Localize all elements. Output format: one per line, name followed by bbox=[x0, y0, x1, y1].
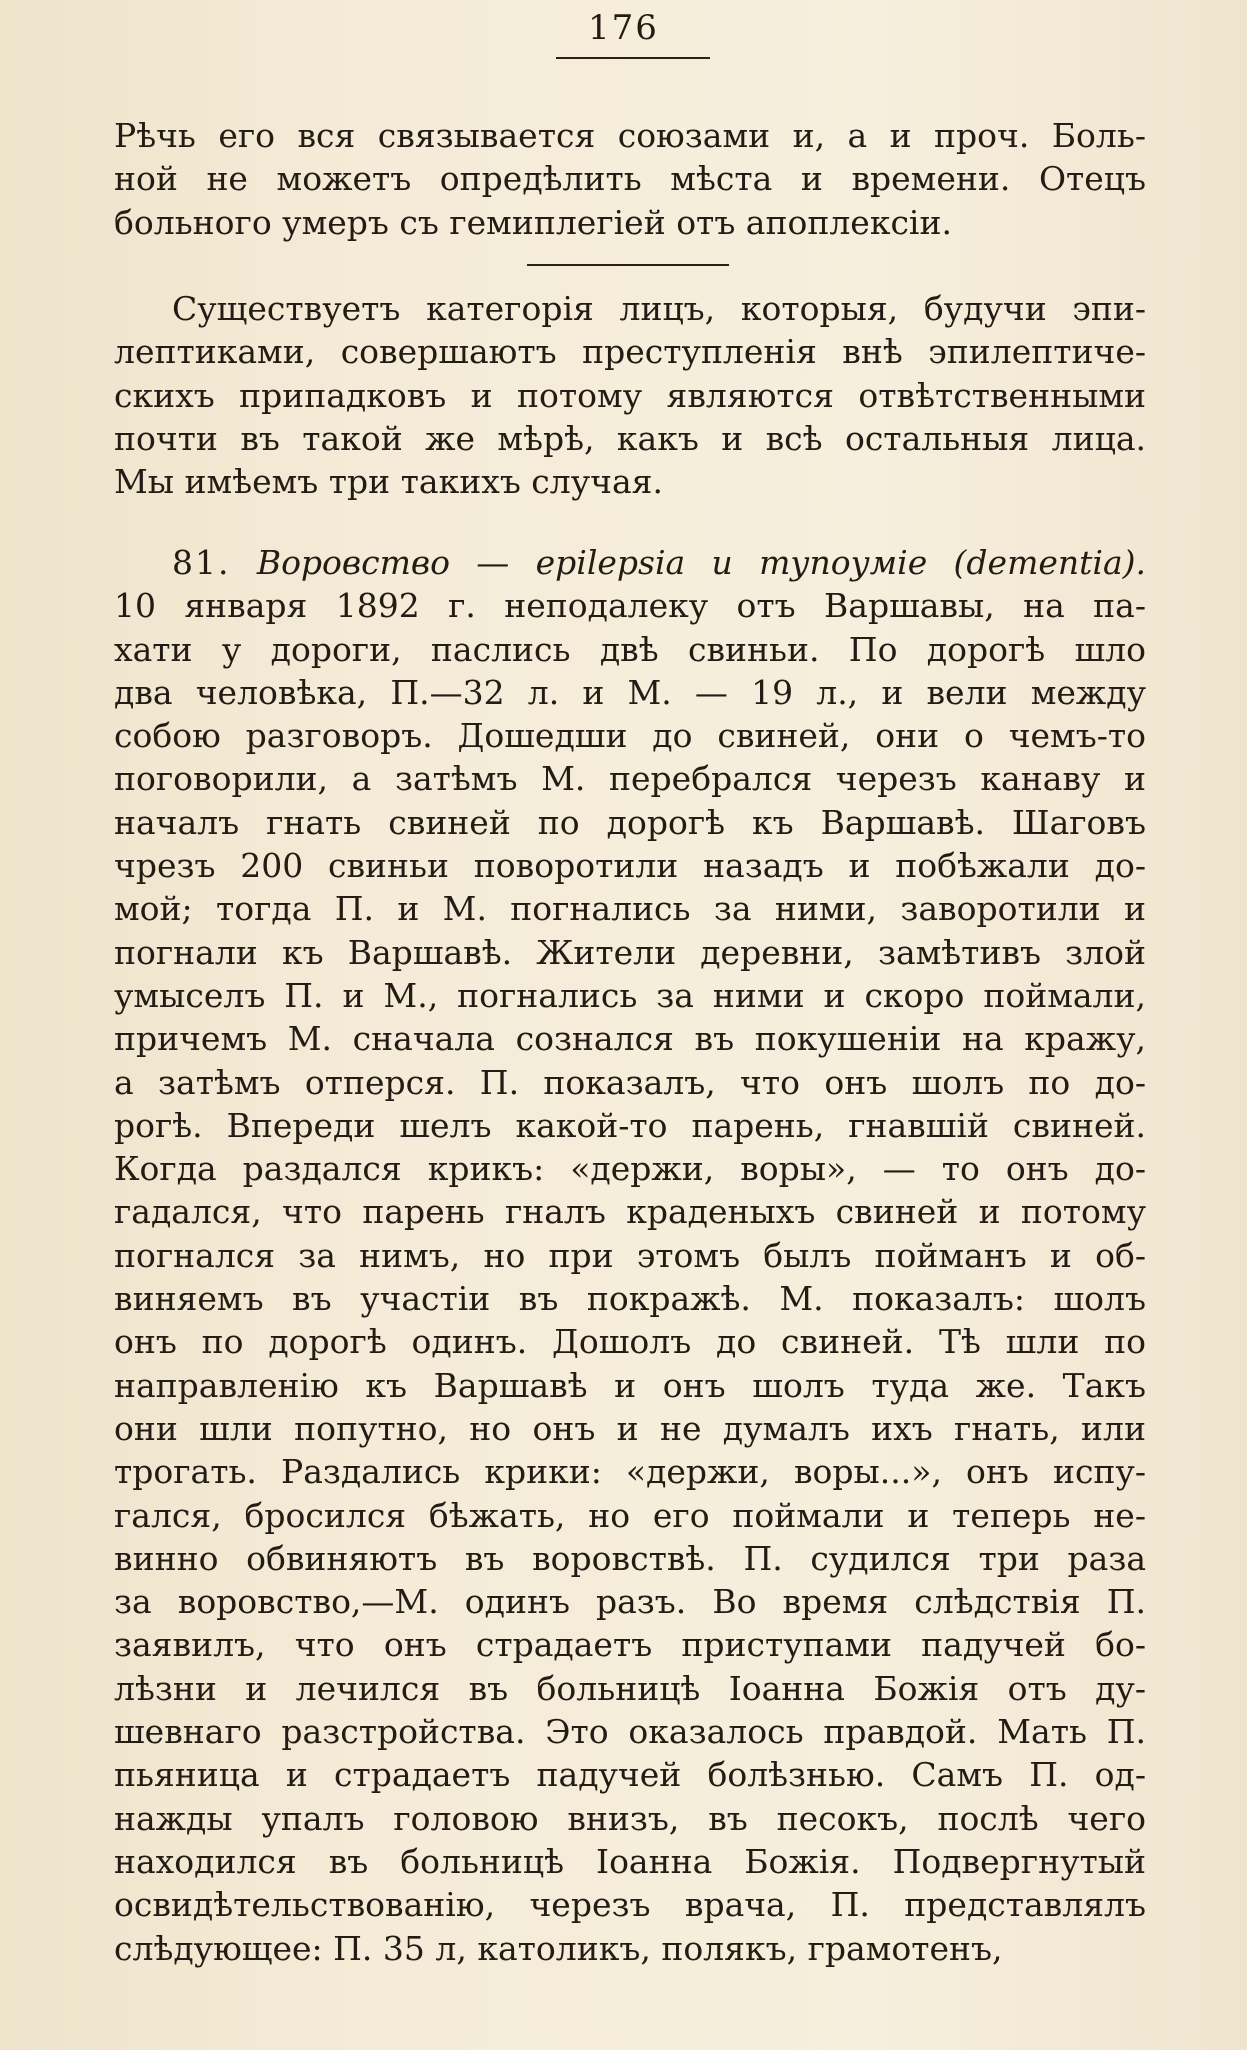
case-title: Воровство — epilepsia и тупоумie (dementia). bbox=[256, 543, 1146, 582]
text-line: они шли попутно, но онъ и не думалъ ихъ гнать, или bbox=[114, 1408, 1146, 1448]
case-81 bbox=[114, 541, 1146, 1970]
section-divider bbox=[527, 264, 729, 266]
text-line: Когда раздался крикъ: «держи, воры», — то онъ до- bbox=[114, 1149, 1146, 1189]
text-line: гадался, что парень гналъ краденыхъ свиней и потому bbox=[114, 1192, 1146, 1232]
text-line: трогать. Раздались крики: «держи, воры...», онъ испу- bbox=[114, 1452, 1146, 1492]
text-line: два человѣка, П.—32 л. и М. — 19 л., и вели между bbox=[114, 672, 1146, 712]
text-line: умыселъ П. и М., погнались за ними и скоро поймали, bbox=[114, 975, 1146, 1015]
text-line: больного умеръ съ гемиплегіей отъ апоплексіи. bbox=[114, 202, 952, 242]
text-line: находился въ больницѣ Iоанна Божiя. Подвергнутый bbox=[114, 1841, 1146, 1881]
text-line: причемъ М. сначала сознался въ покушенiи на кражу, bbox=[114, 1019, 1146, 1059]
text-line: лептиками, совершаютъ преступленія внѣ эпилептиче- bbox=[114, 332, 1146, 372]
text-line: слѣдующее: П. 35 л, католикъ, полякъ, грамотенъ, bbox=[114, 1928, 1003, 1968]
text-line: погнали къ Варшавѣ. Жители деревни, замѣтивъ злой bbox=[114, 932, 1146, 972]
text-line: мой; тогда П. и М. погнались за ними, заворотили и bbox=[114, 889, 1146, 929]
text-line: лѣзни и лечился въ больницѣ Iоанна Божiя отъ ду- bbox=[114, 1668, 1146, 1708]
text-line: за воровство,—М. одинъ разъ. Во время слѣдствiя П. bbox=[114, 1582, 1146, 1622]
text-line: рогѣ. Впереди шелъ какой-то парень, гнавшiй свиней. bbox=[114, 1105, 1146, 1145]
text-line: заявилъ, что онъ страдаетъ приступами падучей бо- bbox=[114, 1625, 1146, 1665]
text-line: шевнаго разстройства. Это оказалось правдой. Мать П. bbox=[114, 1712, 1146, 1752]
text-line: собою разговоръ. Дошедши до свиней, они о чемъ-то bbox=[114, 716, 1146, 756]
text-line: пьяница и страдаетъ падучей болѣзнью. Самъ П. од- bbox=[114, 1755, 1146, 1795]
text-line: скихъ припадковъ и потому являются отвѣтственными bbox=[114, 375, 1146, 415]
text-line: Мы имѣемъ три такихъ случая. bbox=[114, 462, 663, 502]
text-line: освидѣтельствованiю, черезъ врача, П. представлялъ bbox=[114, 1885, 1146, 1925]
text-line: виняемъ въ участiи въ покражѣ. М. показалъ: шолъ bbox=[114, 1279, 1146, 1319]
paragraph-category bbox=[114, 287, 1146, 503]
text-line: винно обвиняютъ въ воровствѣ. П. судился три раза bbox=[114, 1538, 1146, 1578]
case-number: 81. bbox=[172, 543, 231, 582]
page-number: 176 bbox=[588, 8, 659, 48]
text-line: хати у дороги, паслись двѣ свиньи. По дорогѣ шло bbox=[114, 629, 1146, 669]
case-heading bbox=[114, 541, 1146, 584]
case-body bbox=[114, 584, 1146, 1970]
text-line: нажды упалъ головою внизъ, въ песокъ, послѣ чего bbox=[114, 1798, 1146, 1838]
text-line: Рѣчь его вся связывается союзами и, а и проч. Боль- bbox=[114, 116, 1146, 155]
paragraph-continuation bbox=[114, 114, 1146, 244]
text-line: 10 января 1892 г. неподалеку отъ Варшавы, на па- bbox=[114, 586, 1146, 626]
text-line: почти въ такой же мѣрѣ, какъ и всѣ остальныя лица. bbox=[114, 418, 1146, 458]
text-line: Существуетъ категорія лицъ, которыя, будучи эпи- bbox=[172, 289, 1146, 328]
text-line: гался, бросился бѣжать, но его поймали и теперь не- bbox=[114, 1495, 1146, 1535]
text-line: направленiю къ Варшавѣ и онъ шолъ туда же. Такъ bbox=[114, 1365, 1146, 1405]
header-rule bbox=[556, 57, 710, 59]
text-line: погнался за нимъ, но при этомъ былъ пойманъ и об- bbox=[114, 1235, 1146, 1275]
text-line: началъ гнать свиней по дорогѣ къ Варшавѣ. Шаговъ bbox=[114, 802, 1146, 842]
text-line: онъ по дорогѣ одинъ. Дошолъ до свиней. Тѣ шли по bbox=[114, 1322, 1146, 1362]
text-line: ной не можетъ опредѣлить мѣста и времени. Отецъ bbox=[114, 159, 1146, 199]
text-line: чрезъ 200 свиньи поворотили назадъ и побѣжали до- bbox=[114, 846, 1146, 886]
text-line: поговорили, а затѣмъ М. перебрался черезъ канаву и bbox=[114, 759, 1146, 799]
text-line: а затѣмъ отперся. П. показалъ, что онъ шолъ по до- bbox=[114, 1062, 1146, 1102]
